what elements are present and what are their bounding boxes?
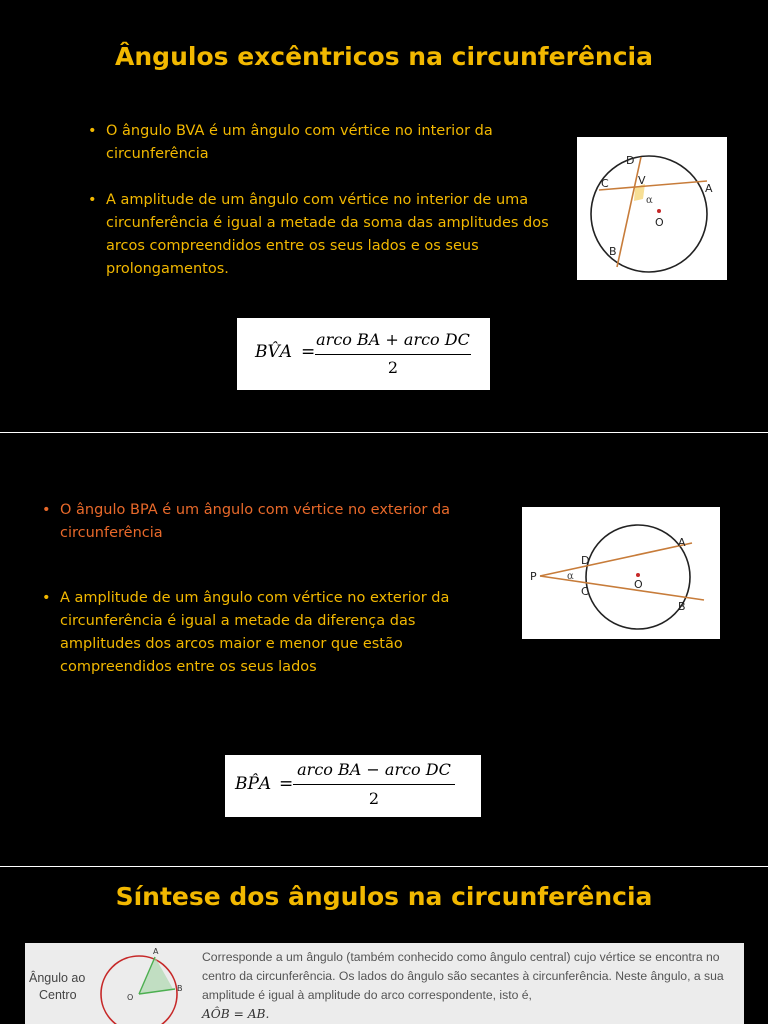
central-angle-equation: AÔB = AB. (202, 1007, 270, 1021)
synthesis-row-label (25, 943, 95, 1024)
secant-pb (540, 576, 704, 600)
formula1-numerator: arco BA + arco DC (316, 330, 470, 349)
central-angle-description: Corresponde a um ângulo (também conhecido como ângulo central) cujo vértice se encontra no centro da circunferência. Os lados do ângulo são secantes à circunferência. Neste ângulo, a sua amplitude é igual à amplitude do arco correspondente, isto é, (202, 950, 724, 1002)
formula2-lhs: BP̂A (235, 774, 272, 794)
slide-interior-angle (0, 0, 768, 432)
label-b2: B (678, 600, 686, 613)
central-angle-svg (97, 945, 189, 1024)
formula1-denominator: 2 (387, 358, 399, 377)
row-label-line1: Ângulo ao (29, 971, 86, 985)
slide-separator-2 (0, 866, 768, 867)
secant-ca (599, 181, 707, 190)
label-v: V (638, 174, 646, 187)
label-b: B (609, 245, 617, 258)
exterior-center-dot (636, 573, 640, 577)
exterior-angle-diagram (522, 507, 720, 639)
formula2-denominator: 2 (368, 789, 380, 808)
formula1-lhs: BV̂A (255, 342, 293, 362)
slide1-bullet-2: • A amplitude de um ângulo com vértice no interior de uma circunferência é igual a metade da soma das amplitudes dos arcos compreendidos entre os seus lados e os seus prolongamentos. (86, 189, 556, 281)
formula2-numerator: arco BA − arco DC (297, 760, 451, 779)
label-a: A (705, 182, 713, 195)
label-o: O (655, 216, 664, 229)
slide1-bullet-1: • O ângulo BVA é um ângulo com vértice no interior da circunferência (86, 120, 556, 166)
label-p: P (530, 570, 537, 583)
label-d: D (626, 154, 635, 167)
label-a2: A (678, 536, 686, 549)
label-alpha2: α (567, 571, 574, 582)
slide3-title: Síntese dos ângulos na circunferência (115, 882, 653, 911)
slide1-bullet-list (86, 120, 556, 281)
central-angle-fill (139, 957, 173, 994)
slide2-bullet-2: • A amplitude de um ângulo com vértice no exterior da circunferência é igual a metade da diferença das amplitudes dos arcos maior e menor que estão compreendidos entre os seus lados (40, 587, 490, 679)
central-label-a: A (153, 947, 159, 956)
slide-separator-1 (0, 432, 768, 433)
label-c2: C (581, 585, 589, 598)
label-d2: D (581, 554, 590, 567)
interior-angle-diagram (577, 137, 727, 280)
exterior-angle-svg (522, 507, 720, 639)
slide2-formula (225, 755, 481, 817)
slide-exterior-angle (0, 434, 768, 866)
row-label-line2: Centro (39, 988, 77, 1002)
slide1-title: Ângulos excêntricos na circunferência (115, 42, 653, 71)
slide2-bullet-list (40, 499, 490, 679)
slide2-bullet-1: • O ângulo BPA é um ângulo com vértice no exterior da circunferência (40, 499, 490, 545)
label-alpha: α (646, 195, 653, 206)
label-c: C (601, 177, 609, 190)
interior-angle-svg (577, 137, 727, 280)
label-o2: O (634, 578, 643, 591)
center-dot (657, 209, 661, 213)
central-label-o: O (127, 993, 134, 1002)
slide-synthesis (0, 868, 768, 1024)
formula2-fraction-bar (293, 784, 455, 785)
slide1-formula (237, 318, 490, 390)
formula2-equals: = (279, 774, 294, 794)
formula1-fraction-bar (315, 354, 471, 355)
synthesis-description (202, 948, 742, 1024)
formula1-equals: = (301, 342, 316, 362)
central-label-b: B (177, 984, 183, 993)
secant-pa (540, 543, 692, 576)
